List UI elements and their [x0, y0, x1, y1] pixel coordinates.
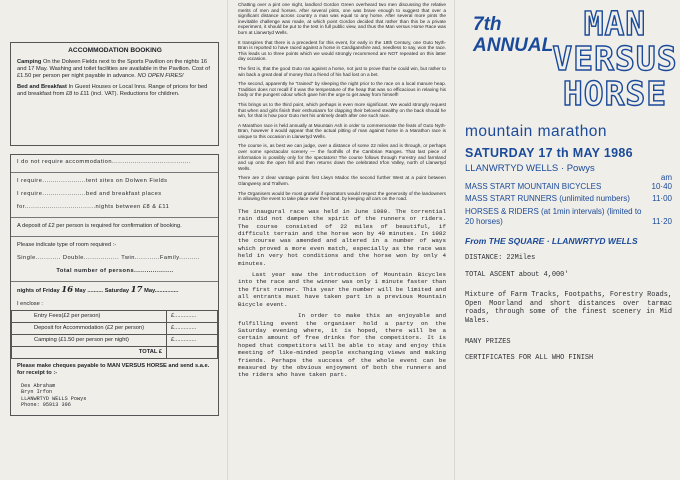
story-column — [227, 0, 454, 480]
story-paragraph: Chatting over a pint one night, landlord Gordon Green overheard two men discussing the relative merits of men and horses. After several pints, one was brave enough to suggest that over a significant distance across country a man was equal to any horse. After several more pints the inevitable challenge was made, at which point Gordon decided that rather than this be a private experiment, it should be put to the test in full public view, and thus the Man versus Horse Race was born at Llanwrtyd Wells. — [238, 2, 446, 35]
schedule-time: 10·40 — [651, 182, 672, 191]
ascent-text: TOTAL ASCENT about 4,000' — [465, 270, 569, 279]
address-line: LLANWRTYD WELLS Powys — [21, 395, 87, 402]
address-line: Des Abraham — [21, 383, 56, 389]
nights-line[interactable]: for..................................nights between £8 & £11 — [17, 204, 170, 210]
deposit-text: A deposit of £2 per person is required for confirmation of booking. — [17, 223, 182, 229]
room-type-prompt: Please indicate type of room required :- — [17, 242, 117, 248]
schedule-label: MASS START MOUNTAIN BICYCLES — [465, 182, 602, 191]
nights-dates-line — [17, 287, 213, 295]
camping-text: On the Dolwen Fields next to the Sports Pavilion on the nights 16 and 17 May. — [17, 59, 208, 72]
no-open-fires: NO OPEN FIRES! — [137, 73, 184, 79]
start-schedule — [465, 182, 672, 226]
title-versus: VERSUS — [552, 39, 678, 78]
story-paragraph: This brings us to the third point, which perhaps is even more significant. We would strongly request that when and girls finish their enthusiasm for clapping their beloved stealthy on the back should he win, for that is how poor Guto met his untimely death after one such race. — [238, 101, 446, 119]
history-paragraph: The inaugural race was held in June 1980. The torrential rain did not dampen the spirit of the runners or riders. The course consisted of 22 miles of beautiful, if difficult terrain and the horse won by 40 minutes. In 1982 the course was amended and altered in a number of ways which proved a more even match, especially as the race was held in very hot conditions and the horse won by only 4 minutes. — [238, 207, 446, 267]
room-types-line[interactable]: Single............ Double................. Twin............Family.......... — [17, 255, 200, 261]
start-location: From THE SQUARE · LLANWRTYD WELLS — [465, 236, 638, 246]
booking-column — [0, 0, 227, 480]
edition-label — [473, 14, 553, 56]
fee-row — [12, 322, 217, 334]
race-history — [238, 208, 446, 379]
story-paragraph: There are 2 clear vantage points first Llwyn Madoc the second further West at a point between Glangwesy and Trallwm. — [238, 175, 446, 187]
washing-text: Washing and toilet facilities are available in the Pavilion. — [49, 66, 191, 72]
camping-label: Camping — [17, 59, 42, 65]
story-paragraph: It transpires that there is a precedent for this event, for early in the 18th Century, one Guto Nyth-Bran is reported to have raced against a horse in Cardiganshire and, needless to say, won the race. This leads us to three points which we would strongly recommend are NOT repeated on this latter day occasion. — [238, 39, 446, 62]
total-row — [12, 346, 217, 358]
poster-column — [454, 0, 680, 480]
bnb-places-line[interactable]: I require.....................bed and breakfast places — [17, 191, 162, 197]
title-man: MAN — [583, 4, 647, 43]
terrain-text: Mixture of Farm Tracks, Footpaths, Forestry Roads, Open Moorland and short distances over tarmac roads, through some of the finest scenery in Mid Wales. — [465, 291, 672, 325]
accommodation-title: ACCOMMODATION BOOKING — [68, 47, 162, 54]
total-label: TOTAL £ — [12, 347, 167, 358]
address-line: Bryn Irfon — [21, 389, 53, 396]
saturday-handwritten[interactable]: 17 — [130, 285, 143, 295]
bnb-text: In Guest Houses or Local Inns. Range of prices for bed and breakfast from £8 to £11 (incl. VAT). Reductions for children. — [17, 84, 208, 97]
schedule-item — [465, 194, 672, 204]
camping-info — [17, 59, 213, 80]
fee-label: Camping (£1.50 per person per night) — [12, 335, 167, 346]
story-narrative — [238, 2, 446, 202]
certificates-text: CERTIFICATES FOR ALL WHO FINISH — [465, 354, 594, 363]
fee-label: Entry Fees(£2 per person) — [12, 311, 167, 322]
event-subtitle: mountain marathon — [465, 123, 608, 140]
history-paragraph: In order to make this an enjoyable and fulfilling event the organiser hold a party on the Saturday evening where, it is hoped, there will be a certain amount of free drinks for the competitors. It is hoped that competitors will be able to stay and enjoy this meeting of like-minded people exchanging views and making friends. Perhaps the success of the whole event can be measured by the obvious enjoyment of both the runners and the riders who have taken part. — [238, 312, 446, 379]
nights-label-b: May .......... Saturday — [74, 288, 130, 294]
history-paragraph: Last year saw the introduction of Mountain Bicycles into the race and the winner was only 1 minute faster than the first runner. This year the number will be limited and all entrants must have taken part in a previous Mountain Bicycle event. — [238, 271, 446, 308]
organiser-address — [21, 383, 213, 409]
fee-row — [12, 310, 217, 322]
nights-label-a: nights of Friday — [17, 288, 60, 294]
booking-form — [10, 154, 219, 416]
schedule-time: 11·00 — [652, 193, 672, 203]
fee-amount-field[interactable]: £.............. — [171, 337, 197, 343]
schedule-item — [465, 182, 672, 192]
story-paragraph: A Marathon race is held annually at Mountain Ash in order to commemorate the feats of Guto Nyth-Bran, however it would appear that the actual pitting of man against horse in a Marathon race is unique to this occasion in Llanwrtyd Wells. — [238, 122, 446, 139]
bnb-label: Bed and Breakfast — [17, 84, 67, 90]
event-date: SATURDAY 17 th MAY 1986 — [465, 146, 633, 160]
poster-header — [465, 4, 678, 118]
divider — [11, 172, 218, 173]
schedule-item — [465, 207, 672, 226]
prizes-text: MANY PRIZES — [465, 337, 511, 346]
friday-handwritten[interactable]: 16 — [61, 285, 74, 295]
divider — [11, 217, 218, 218]
nights-label-c: May............... — [144, 288, 179, 294]
story-paragraph: The course is, as best we can judge, over a distance of some 22 miles and is through, or perhaps over some spectacular scenery — the foothills of the Cambrian Ranges. That last piece of information is possibly only for the spectators! The course follows through Forestry and farmland and up onto the open hill and then returns down the celebrated Irfon Valley, north of Llanwrtyd Wells. — [238, 143, 446, 171]
divider — [11, 281, 218, 282]
accommodation-box — [10, 42, 219, 146]
distance-text: DISTANCE: 22Miles — [465, 254, 536, 262]
enclose-label: I enclose : — [17, 301, 43, 307]
fee-label: Deposit for Accommodation (£2 per person) — [12, 323, 167, 334]
edition-annual: ANNUAL — [473, 35, 554, 56]
story-paragraph: The Organisers would be most grateful if spectators would respect the generosity of the landowners in allowing the event to take place over their land, by keeping all cars on the road. — [238, 190, 446, 202]
story-paragraph: The first is, that the good Guto ran against a horse, not just to prove that he could win, but rather to win back a great deal of money that a friend of his had lost on a bet. — [238, 65, 446, 77]
fees-table — [11, 310, 218, 359]
schedule-time: 11·20 — [652, 216, 672, 226]
total-persons-line[interactable]: Total number of persons................... — [56, 268, 174, 274]
cheques-text: Please make cheques payable to MAN VERSUS HORSE and send s.a.e. for receipt to :- — [17, 363, 210, 376]
story-paragraph: The second, apparently he "trained" by sleeping the night prior to the race on a local manure heap. Tradition does not recall if it was the temperature of the heap that was so efficacious in relaxing his body or the pungent odour which gave him the urge to get away from himself! — [238, 81, 446, 98]
am-label: am — [660, 173, 672, 182]
schedule-label: MASS START RUNNERS (unlimited numbers) — [465, 193, 630, 203]
fee-amount-field[interactable]: £.............. — [171, 313, 197, 319]
tent-sites-line[interactable]: I require.....................tent sites on Dolwen Fields — [17, 178, 168, 184]
edition-ordinal: 7th — [473, 14, 502, 35]
bnb-info — [17, 84, 213, 98]
title-horse: HORSE — [562, 74, 668, 113]
fee-amount-field[interactable]: £.............. — [171, 325, 197, 331]
cost-text: Cost of £1.50 per person per night payable in advance. — [17, 66, 210, 79]
course-details — [465, 254, 672, 363]
fee-row — [12, 334, 217, 346]
total-amount-field[interactable] — [167, 347, 217, 358]
no-accommodation-line[interactable]: I do not require accommodation...................................... — [17, 159, 192, 165]
event-venue: LLANWRTYD WELLS · Powys — [465, 163, 595, 174]
schedule-label: HORSES & RIDERS (at 1min intervals) (limited to 20 horses) — [465, 207, 642, 226]
divider — [11, 236, 218, 237]
phone-line: Phone: 05913 396 — [21, 402, 71, 409]
